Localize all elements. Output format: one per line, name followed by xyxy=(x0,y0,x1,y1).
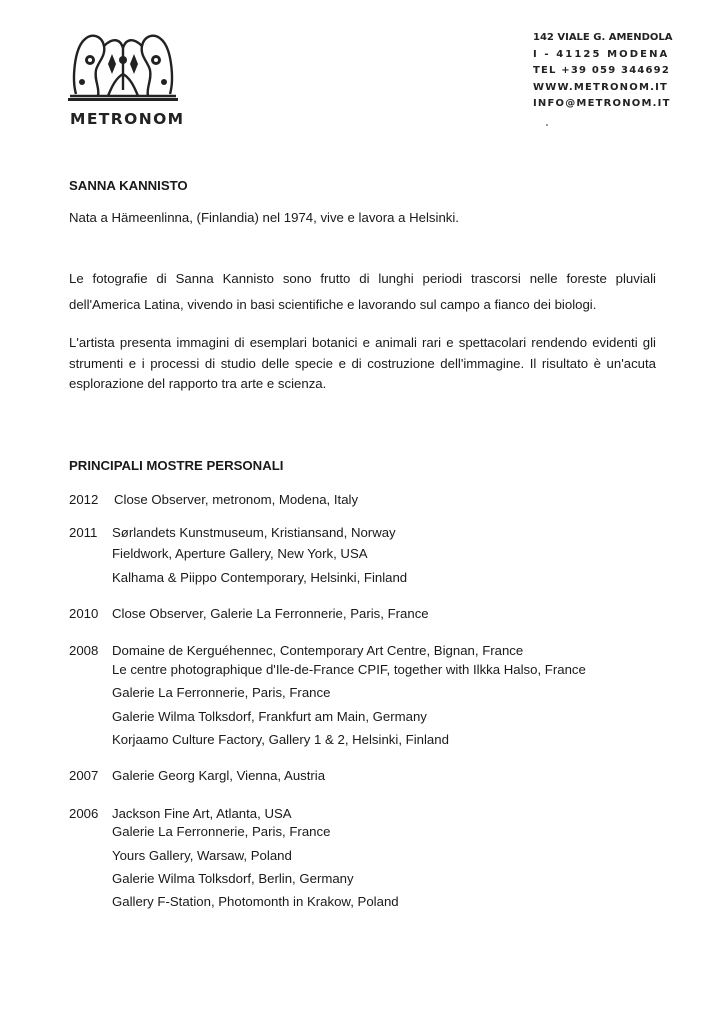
exhibition-year: 2012 xyxy=(69,492,99,507)
decorative-dot xyxy=(546,124,548,126)
exhibition-year: 2006 xyxy=(69,806,99,821)
address-block xyxy=(533,30,673,113)
exhibitions-heading: PRINCIPALI MOSTRE PERSONALI xyxy=(69,458,284,473)
address-phone: TEL +39 059 344692 xyxy=(533,65,670,76)
artist-paragraph-2: L'artista presenta immagini di esemplari botanici e animali rari e spettacolari rendendo evidenti gli strumenti e i processi di studio delle specie e di costruzione dell'immagine. Il risultato è un'acuta esplorazione del rapporto tra arte e scienza. xyxy=(69,335,656,392)
exhibition-entry: Fieldwork, Aperture Gallery, New York, USA xyxy=(112,546,368,561)
exhibition-entry: Galerie La Ferronnerie, Paris, France xyxy=(112,685,331,700)
artist-paragraph-1: Le fotografie di Sanna Kannisto sono frutto di lunghi periodi trascorsi nelle foreste pluviali dell'America Latina, vivendo in basi scientifiche e lavorando sul campo a fianco dei biologi. xyxy=(69,271,656,312)
exhibition-entry: Sørlandets Kunstmuseum, Kristiansand, Norway xyxy=(112,525,396,540)
exhibition-entry: Galerie La Ferronnerie, Paris, France xyxy=(112,824,331,839)
exhibition-entry: Gallery F-Station, Photomonth in Krakow, Poland xyxy=(112,894,399,909)
exhibition-entry: Close Observer, Galerie La Ferronnerie, Paris, France xyxy=(112,606,429,621)
exhibition-entry: Galerie Wilma Tolksdorf, Frankfurt am Main, Germany xyxy=(112,709,427,724)
exhibition-entry: Close Observer, metronom, Modena, Italy xyxy=(114,492,359,507)
metronom-monogram-icon xyxy=(68,30,178,102)
address-street: 142 VIALE G. AMENDOLA xyxy=(533,32,673,43)
exhibition-entry: Le centre photographique d'Ile-de-France CPIF, together with Ilkka Halso, France xyxy=(112,662,586,677)
exhibition-entry: Galerie Georg Kargl, Vienna, Austria xyxy=(112,768,326,783)
exhibition-entry: Korjaamo Culture Factory, Gallery 1 & 2, Helsinki, Finland xyxy=(112,732,449,747)
artist-name: SANNA KANNISTO xyxy=(69,178,188,193)
exhibition-entry: Domaine de Kerguéhennec, Contemporary Art Centre, Bignan, France xyxy=(112,643,524,658)
address-city: I - 41125 MODENA xyxy=(533,48,670,60)
exhibition-entry: Kalhama & Piippo Contemporary, Helsinki, Finland xyxy=(112,570,408,585)
exhibition-entry: Jackson Fine Art, Atlanta, USA xyxy=(112,806,292,821)
exhibition-year: 2008 xyxy=(69,643,99,658)
brand-name: METRONOM xyxy=(70,110,185,128)
address-website[interactable]: WWW.METRONOM.IT xyxy=(533,81,669,93)
exhibition-year: 2010 xyxy=(69,606,99,621)
address-email[interactable]: INFO@METRONOM.IT xyxy=(533,98,671,109)
exhibition-year: 2011 xyxy=(69,525,98,540)
exhibition-entry: Galerie Wilma Tolksdorf, Berlin, Germany xyxy=(112,871,354,886)
exhibition-entry: Yours Gallery, Warsaw, Poland xyxy=(112,848,292,863)
artist-bio: Nata a Hämeenlinna, (Finlandia) nel 1974, vive e lavora a Helsinki. xyxy=(69,210,459,225)
exhibition-year: 2007 xyxy=(69,768,99,783)
